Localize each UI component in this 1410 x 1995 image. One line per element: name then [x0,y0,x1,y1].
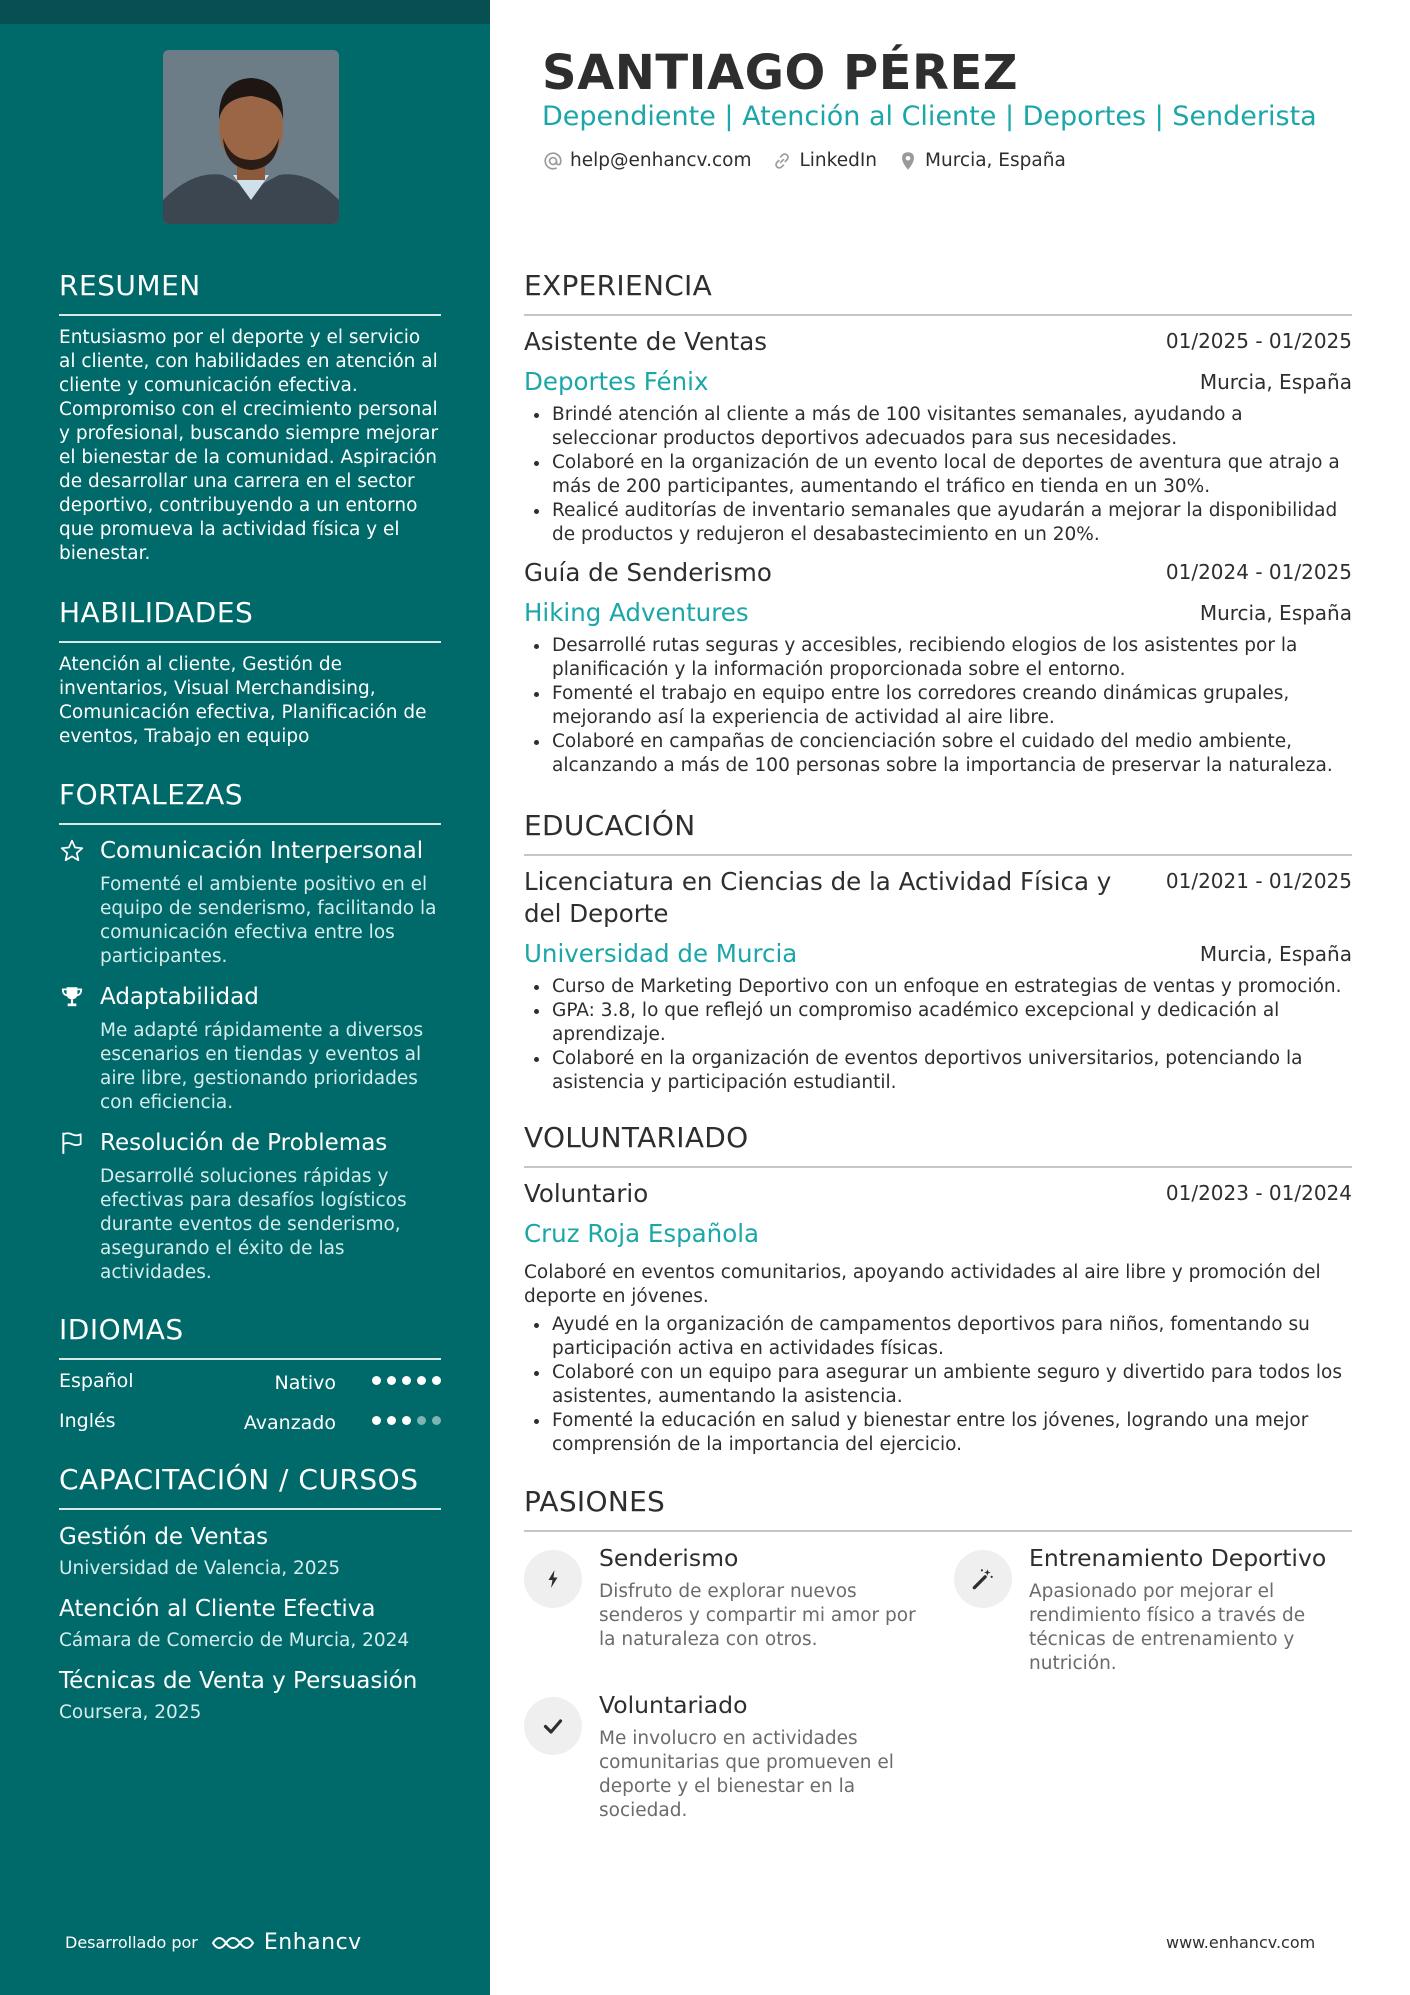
email-text: help@enhancv.com [570,150,752,171]
education-bullets [524,975,1352,1095]
passion-icon-badge [954,1550,1012,1608]
course-title: Atención al Cliente Efectiva [59,1596,376,1622]
course-item [59,1594,441,1654]
passion-title: Voluntariado [599,1691,748,1719]
divider [59,314,441,316]
map-pin-icon [897,150,919,172]
divider [59,823,441,825]
dot [387,1416,396,1425]
education-section [524,808,1352,1095]
degree-title: Licenciatura en Ciencias de la Actividad Física y del Deporte [524,867,1112,928]
dot [402,1416,411,1425]
website-link[interactable]: www.enhancv.com [1166,1933,1316,1952]
bullet-item: GPA: 3.8, lo que reflejó un compromiso académico excepcional y dedicación al aprendizaje. [524,999,1352,1047]
dot [372,1376,381,1385]
language-level: Avanzado [243,1412,336,1434]
experience-entry [524,326,1352,547]
passions-title: PASIONES [524,1485,666,1518]
bullet-item: Brindé atención al cliente a más de 100 visitantes semanales, ayudando a seleccionar productos deportivos adecuados para sus necesidades. [524,403,1352,451]
strength-desc: Fomenté el ambiente positivo en el equipo de senderismo, facilitando la comunicación efectiva entre los participantes. [100,874,437,967]
bullet-item: Ayudé en la organización de campamentos deportivos para niños, fomentando su participación activa en actividades físicas. [524,1313,1352,1361]
bullet-item: Fomenté el trabajo en equipo entre los corredores creando dinámicas grupales, mejorando así la experiencia de actividad al aire libre. [524,682,1352,730]
divider [524,1166,1352,1168]
powered-by-label: Desarrollado por [65,1933,198,1952]
language-dots [372,1416,441,1425]
dot [372,1416,381,1425]
passions-grid [524,1532,1352,1832]
passion-title: Entrenamiento Deportivo [1029,1544,1327,1572]
bullet-item: Fomenté la educación en salud y bienestar entre los jóvenes, logrando una mejor comprensión de la importancia del ejercicio. [524,1409,1352,1457]
language-name: Inglés [59,1410,116,1432]
job-bullets [524,634,1352,778]
experience-section [524,268,1352,778]
check-icon [541,1714,565,1738]
skills-text: Atención al cliente, Gestión de inventarios, Visual Merchandising, Comunicación efectiva, Planificación de eventos, Trabajo en equipo [59,654,427,747]
enhancv-brand: Enhancv [263,1930,362,1955]
location-contact [897,147,1066,175]
experience-title: EXPERIENCIA [524,269,713,302]
candidate-headline: Dependiente | Atención al Cliente | Deportes | Senderista [542,101,1317,132]
bullet-item: Colaboré con un equipo para asegurar un ambiente seguro y divertido para todos los asistentes, aumentando la asistencia. [524,1361,1352,1409]
bullet-item: Curso de Marketing Deportivo con un enfoque en estrategias de ventas y promoción. [524,975,1352,999]
course-item [59,1666,441,1726]
course-institution: Coursera, 2025 [59,1702,202,1723]
enhancv-logo-icon [210,1931,256,1955]
volunteer-role: Voluntario [524,1179,649,1208]
experience-entry [524,557,1352,778]
courses-section [59,1462,441,1726]
strengths-title: FORTALEZAS [59,778,244,811]
bullet-item: Colaboré en campañas de concienciación sobre el cuidado del medio ambiente, alcanzando a más de 100 personas sobre la importancia de preservar la naturaleza. [524,730,1352,778]
summary-text: Entusiasmo por el deporte y el servicio al cliente, con habilidades en atención al cliente y comunicación efectiva. Compromiso con el crecimiento personal y profesional, buscando siempre mejorar el bienestar de la comunidad. Aspiración de desarrollar una carrera en el sector deportivo, contribuyendo a un entorno que promueva la actividad física y el bienestar. [59,327,439,564]
bullet-item: Colaboré en la organización de un evento local de deportes de aventura que atrajo a más de 200 participantes, aumentando el tráfico en tienda en un 30%. [524,451,1352,499]
passion-desc: Apasionado por mejorar el rendimiento físico a través de técnicas de entrenamiento y nutrición. [1029,1581,1306,1674]
course-title: Gestión de Ventas [59,1524,269,1550]
trophy-icon [59,984,85,1010]
strength-title: Adaptabilidad [100,984,259,1010]
dot [432,1376,441,1385]
volunteering-section [524,1120,1352,1457]
bullet-item: Realicé auditorías de inventario semanales que ayudarán a mejorar la disponibilidad de productos y redujeron el desabastecimiento en un 20%. [524,499,1352,547]
summary-section [59,268,441,566]
course-institution: Universidad de Valencia, 2025 [59,1558,341,1579]
passion-desc: Me involucro en actividades comunitarias que promueven el deporte y el bienestar en la sociedad. [599,1728,894,1821]
magic-wand-icon [970,1566,996,1592]
education-title: EDUCACIÓN [524,809,696,842]
sidebar [0,0,490,1995]
enhancv-logo[interactable] [210,1930,362,1955]
divider [524,314,1352,316]
passions-section [524,1484,1352,1832]
job-dates: 01/2025 - 01/2025 [1165,329,1352,353]
dot [417,1416,426,1425]
divider [59,641,441,643]
company-name: Hiking Adventures [524,598,749,627]
strength-desc: Me adapté rápidamente a diversos escenarios en tiendas y eventos al aire libre, gestionando prioridades con eficiencia. [100,1020,424,1113]
language-dots [372,1376,441,1385]
profile-photo [163,50,339,224]
divider [59,1358,441,1360]
dot [387,1376,396,1385]
course-title: Técnicas de Venta y Persuasión [59,1668,418,1694]
strength-desc: Desarrollé soluciones rápidas y efectivas para desafíos logísticos durante eventos de senderismo, asegurando el éxito de las actividades. [100,1166,407,1283]
languages-section [59,1312,441,1446]
job-bullets [524,403,1352,547]
language-row [59,1406,441,1446]
job-title: Guía de Senderismo [524,558,772,587]
bolt-icon [541,1567,565,1591]
language-level: Nativo [274,1372,336,1394]
volunteering-title: VOLUNTARIADO [524,1121,749,1154]
strength-title: Comunicación Interpersonal [100,838,424,864]
language-name: Español [59,1370,134,1392]
contact-bar [542,147,1066,175]
passion-icon-badge [524,1697,582,1755]
summary-title: RESUMEN [59,269,201,302]
bullet-item: Colaboré en la organización de eventos deportivos universitarios, potenciando la asistencia y participación estudiantil. [524,1047,1352,1095]
volunteering-entry [524,1178,1352,1457]
job-title: Asistente de Ventas [524,327,768,356]
dot [417,1376,426,1385]
bullet-item: Desarrollé rutas seguras y accesibles, recibiendo elogios de los asistentes por la planificación y la información proporcionada sobre el entorno. [524,634,1352,682]
location-text: Murcia, España [925,150,1066,171]
education-entry [524,866,1352,1095]
powered-by [65,1930,362,1955]
courses-title: CAPACITACIÓN / CURSOS [59,1463,419,1496]
language-row [59,1366,441,1406]
linkedin-contact[interactable] [771,147,877,175]
education-dates: 01/2021 - 01/2025 [1165,869,1352,893]
linkedin-text: LinkedIn [799,150,878,171]
job-location: Murcia, España [1199,601,1352,625]
dot [432,1416,441,1425]
passion-icon-badge [524,1550,582,1608]
email-contact[interactable] [542,147,751,175]
strength-item [59,981,441,1115]
job-dates: 01/2024 - 01/2025 [1165,560,1352,584]
languages-title: IDIOMAS [59,1313,184,1346]
passion-desc: Disfruto de explorar nuevos senderos y compartir mi amor por la naturaleza con otros. [599,1581,916,1650]
school-name: Universidad de Murcia [524,939,798,968]
strength-item [59,1127,441,1285]
sidebar-top-band [0,0,490,24]
star-icon [59,838,85,864]
dot [402,1376,411,1385]
strength-item [59,835,441,969]
divider [59,1508,441,1510]
flag-icon [59,1130,85,1156]
company-name: Deportes Fénix [524,367,709,396]
job-location: Murcia, España [1199,370,1352,394]
school-location: Murcia, España [1199,942,1352,966]
skills-title: HABILIDADES [59,596,254,629]
strength-title: Resolución de Problemas [100,1130,388,1156]
passion-title: Senderismo [599,1544,739,1572]
link-icon [771,150,793,172]
at-icon [542,150,564,172]
course-institution: Cámara de Comercio de Murcia, 2024 [59,1630,410,1651]
skills-section [59,595,441,749]
strengths-section [59,777,441,1285]
candidate-name: SANTIAGO PÉREZ [542,45,1019,101]
volunteer-description: Colaboré en eventos comunitarios, apoyando actividades al aire libre y promoción del deporte en jóvenes. [524,1262,1321,1307]
volunteer-organization: Cruz Roja Española [524,1219,760,1248]
divider [524,854,1352,856]
volunteer-dates: 01/2023 - 01/2024 [1165,1181,1352,1205]
volunteer-bullets [524,1313,1352,1457]
course-item [59,1522,441,1582]
